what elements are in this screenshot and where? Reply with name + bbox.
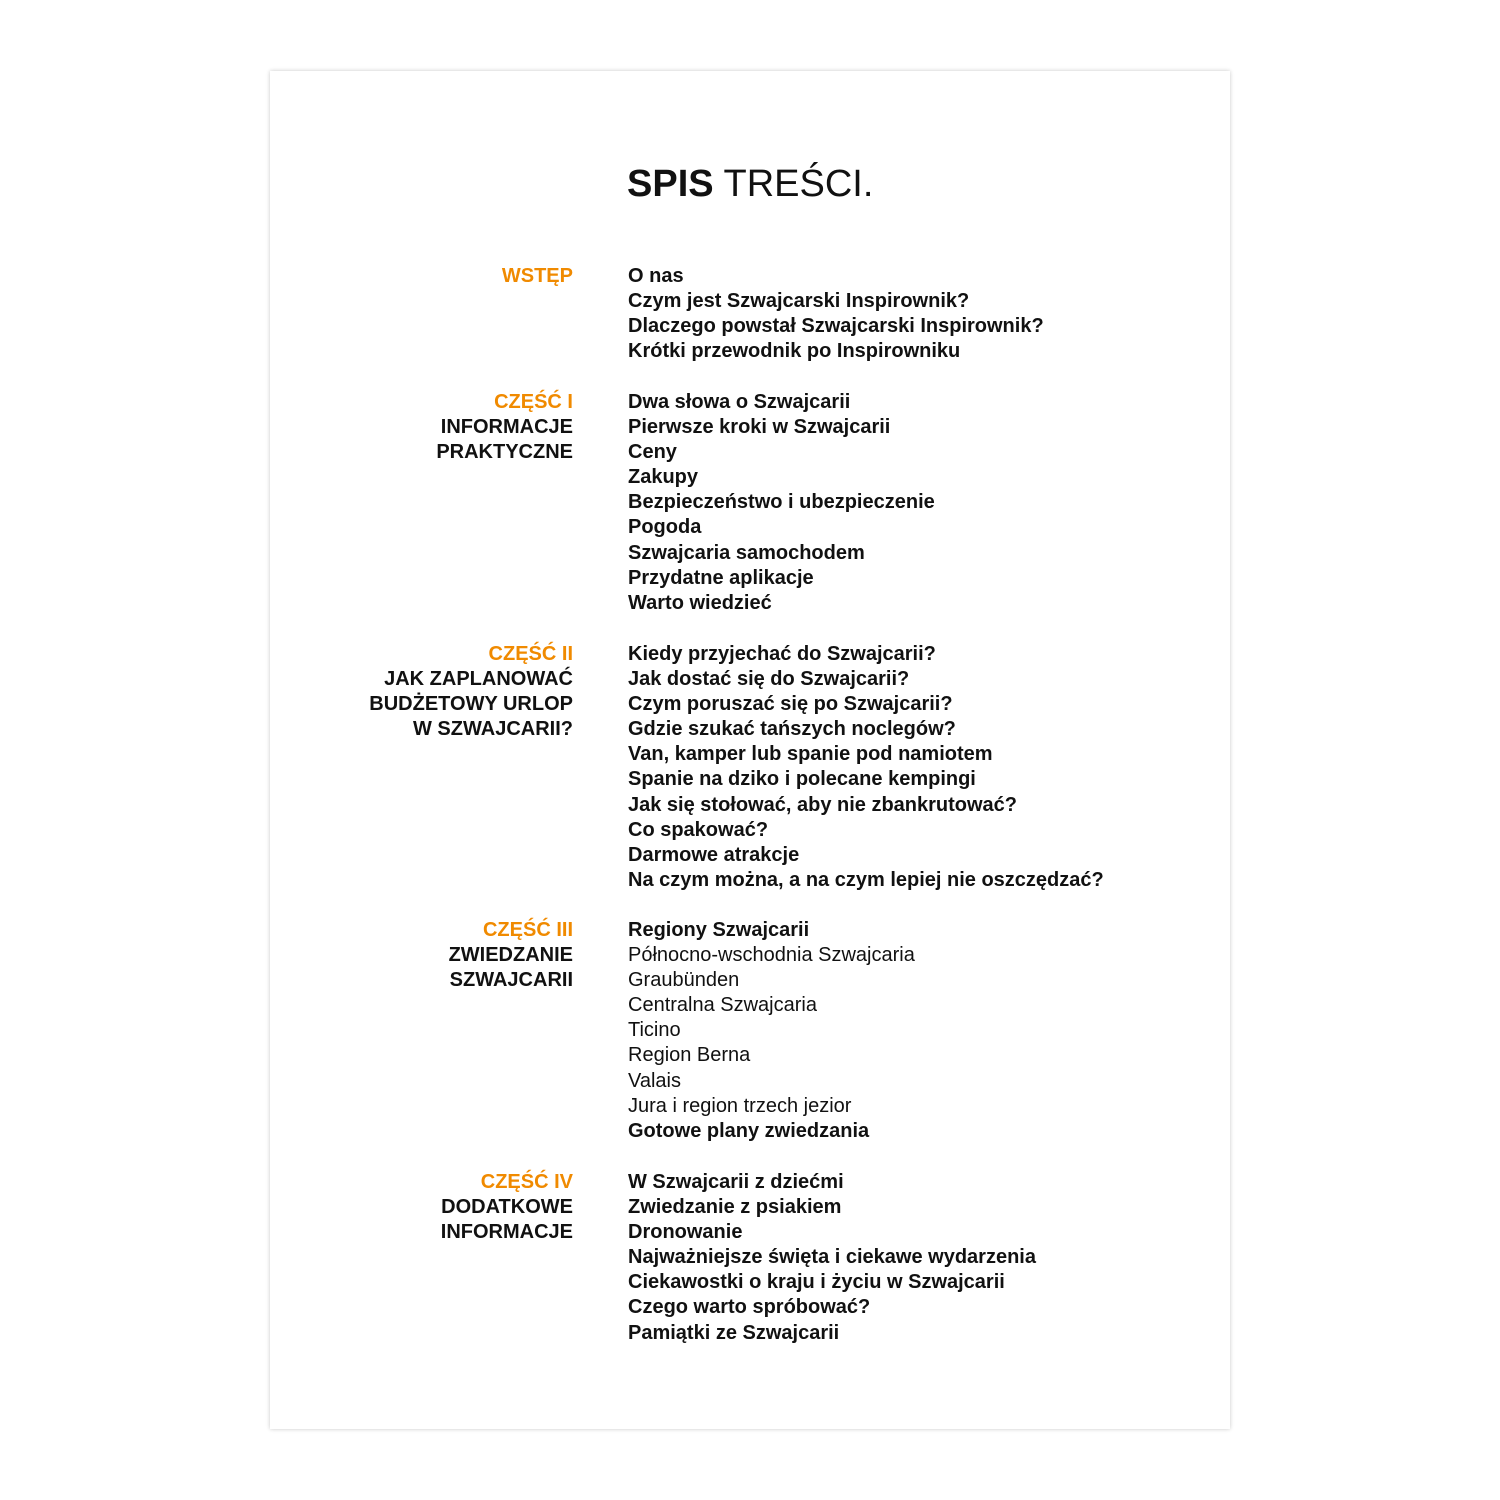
- toc-entry[interactable]: Regiony Szwajcarii: [628, 919, 810, 941]
- toc-entry[interactable]: Zakupy: [628, 466, 699, 489]
- section-subtitle-line: SZWAJCARII: [449, 969, 573, 992]
- section-items-list: [628, 264, 1044, 364]
- toc-entry[interactable]: Gdzie szukać tańszych noclegów?: [628, 718, 956, 741]
- section-items-list: [628, 642, 1104, 893]
- toc-entry[interactable]: Zwiedzanie z psiakiem: [628, 1196, 842, 1219]
- toc-entry[interactable]: Szwajcaria samochodem: [628, 541, 865, 564]
- section-items-list: [628, 918, 915, 1144]
- section-subtitle-line: BUDŻETOWY URLOP: [369, 693, 573, 716]
- toc-entry[interactable]: Pierwsze kroki w Szwajcarii: [628, 416, 891, 439]
- toc-entry[interactable]: Van, kamper lub spanie pod namiotem: [628, 743, 993, 766]
- section-label: [369, 642, 573, 742]
- toc-entry[interactable]: Czym jest Szwajcarski Inspirownik?: [628, 290, 970, 313]
- toc-entry[interactable]: Czym poruszać się po Szwajcarii?: [628, 693, 953, 716]
- toc-entry[interactable]: Dwa słowa o Szwajcarii: [628, 391, 851, 413]
- toc-entry[interactable]: Valais: [628, 1069, 681, 1092]
- toc-entry[interactable]: W Szwajcarii z dziećmi: [628, 1171, 844, 1193]
- toc-entry[interactable]: Czego warto spróbować?: [628, 1296, 871, 1319]
- toc-entry[interactable]: Najważniejsze święta i ciekawe wydarzenia: [628, 1246, 1036, 1269]
- toc-entry[interactable]: Graubünden: [628, 969, 740, 992]
- title-bold: SPIS: [627, 163, 714, 205]
- toc-entry[interactable]: Ticino: [628, 1019, 681, 1042]
- section-subtitle-line: INFORMACJE: [440, 1221, 573, 1244]
- section-label: [502, 264, 573, 289]
- section-label: [449, 918, 573, 993]
- section-label: [441, 1170, 573, 1245]
- toc-entry[interactable]: Ciekawostki o kraju i życiu w Szwajcarii: [628, 1271, 1005, 1294]
- section-part-number: CZĘŚĆ IV: [480, 1171, 573, 1193]
- toc-entry[interactable]: Na czym można, a na czym lepiej nie oszczędzać?: [628, 868, 1104, 891]
- toc-entry[interactable]: Dronowanie: [628, 1221, 743, 1244]
- toc-entry[interactable]: Jura i region trzech jezior: [628, 1094, 852, 1117]
- toc-entry[interactable]: Dlaczego powstał Szwajcarski Inspirownik?: [628, 315, 1044, 338]
- section-subtitle-line: DODATKOWE: [441, 1196, 573, 1219]
- toc-entry[interactable]: Przydatne aplikacje: [628, 566, 814, 589]
- toc-entry[interactable]: Ceny: [628, 441, 677, 464]
- toc-entry[interactable]: Kiedy przyjechać do Szwajcarii?: [628, 643, 936, 665]
- toc-entry[interactable]: Co spakować?: [628, 818, 769, 841]
- section-items-list: [628, 390, 935, 616]
- section-subtitle-line: PRAKTYCZNE: [436, 441, 573, 464]
- toc-entry[interactable]: Północno-wschodnia Szwajcaria: [628, 944, 915, 967]
- toc-entry[interactable]: Jak dostać się do Szwajcarii?: [628, 668, 910, 691]
- section-part-number: CZĘŚĆ III: [482, 919, 573, 941]
- section-label: [436, 390, 573, 465]
- toc-entry[interactable]: Centralna Szwajcaria: [628, 994, 817, 1017]
- page-title: [627, 162, 873, 206]
- section-items-list: [628, 1170, 1036, 1346]
- section-subtitle-line: INFORMACJE: [440, 416, 573, 439]
- toc-entry[interactable]: Darmowe atrakcje: [628, 843, 800, 866]
- toc-entry[interactable]: Krótki przewodnik po Inspirowniku: [628, 340, 961, 363]
- section-subtitle-line: W SZWAJCARII?: [413, 718, 573, 741]
- toc-entry[interactable]: Jak się stołować, aby nie zbankrutować?: [628, 793, 1018, 816]
- toc-entry[interactable]: Bezpieczeństwo i ubezpieczenie: [628, 491, 935, 514]
- section-part-number: CZĘŚĆ I: [494, 391, 573, 413]
- title-rest: TREŚCI.: [713, 163, 874, 205]
- section-part-number: CZĘŚĆ II: [488, 643, 573, 665]
- toc-entry[interactable]: Spanie na dziko i polecane kempingi: [628, 768, 976, 791]
- toc-entry[interactable]: Region Berna: [628, 1044, 751, 1067]
- toc-entry[interactable]: O nas: [628, 265, 684, 287]
- section-part-number: WSTĘP: [501, 265, 573, 287]
- toc-entry[interactable]: Pogoda: [628, 516, 702, 539]
- toc-entry[interactable]: Warto wiedzieć: [628, 591, 772, 614]
- section-subtitle-line: JAK ZAPLANOWAĆ: [384, 668, 573, 691]
- toc-entry[interactable]: Pamiątki ze Szwajcarii: [628, 1321, 840, 1344]
- toc-entry[interactable]: Gotowe plany zwiedzania: [628, 1119, 870, 1142]
- section-subtitle-line: ZWIEDZANIE: [448, 944, 573, 967]
